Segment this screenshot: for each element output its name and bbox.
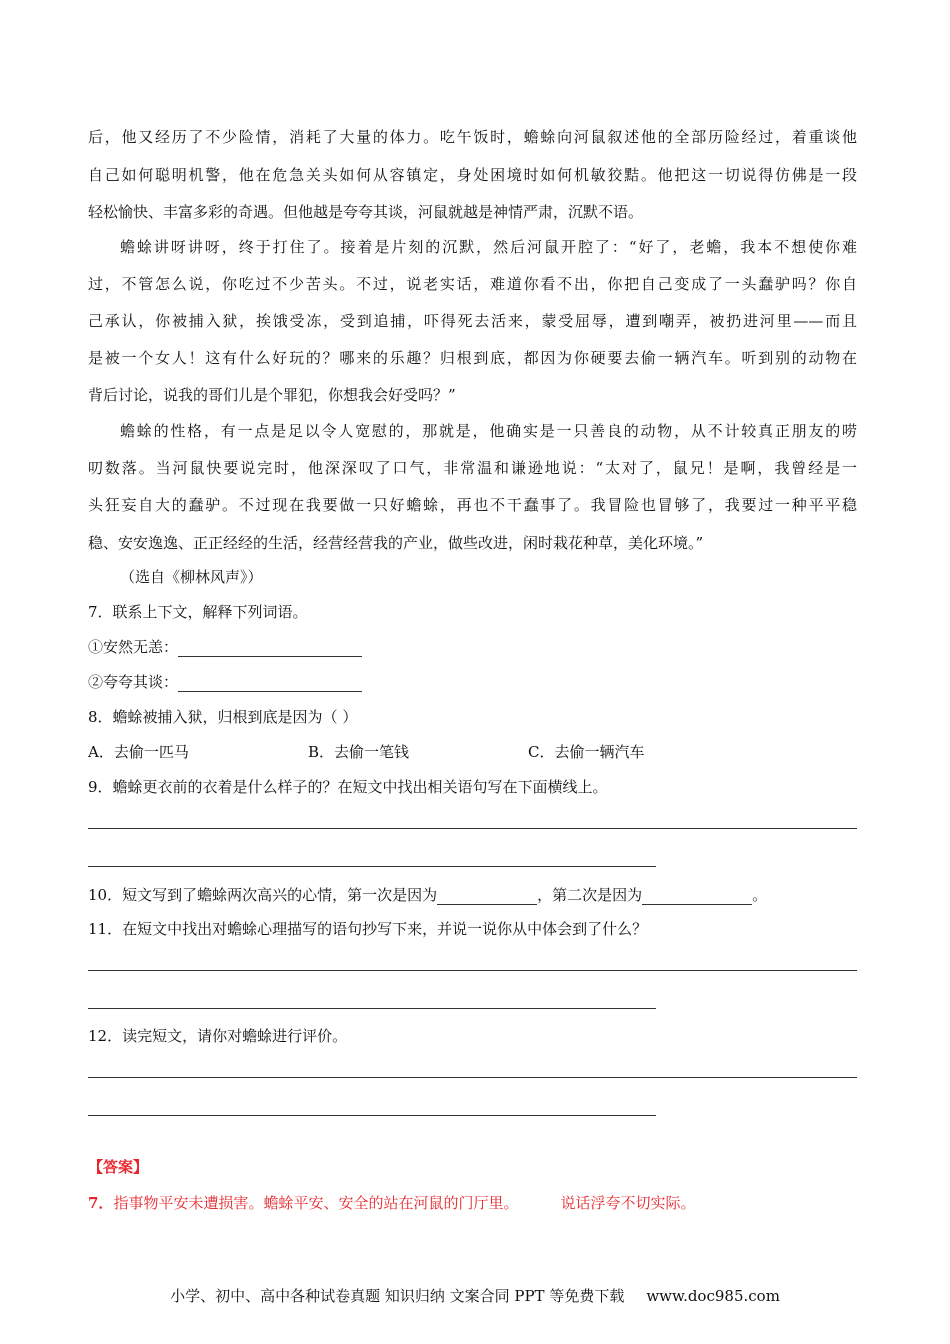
question-8: 8．蟾蜍被捕入狱，归根到底是因为（ ） [88, 708, 358, 726]
question-7-1 [88, 637, 362, 657]
passage-line: 蟾蜍的性格，有一点是足以令人宽慰的，那就是，他确实是一只善良的动物，从不计较真正朋友的唠 [120, 422, 857, 440]
question-text: ，第二次是因为 [537, 886, 643, 904]
passage-line: 头狂妄自大的蠢驴。不过现在我要做一只好蟾蜍，再也不干蠢事了。我冒险也冒够了，我要过一种平平稳 [88, 496, 857, 514]
passage-line: 背后讨论，说我的哥们儿是个罪犯，你想我会好受吗？” [88, 386, 456, 404]
passage-line: 叨数落。当河鼠快要说完时，他深深叹了口气，非常温和谦逊地说：“太对了，鼠兄！是啊，我曾经是一 [88, 459, 857, 477]
answer-line[interactable] [88, 1115, 656, 1116]
passage-line: 自己如何聪明机警，他在危急关头如何从容镇定，身处困境时如何机敏狡黠。他把这一切说得仿佛是一段 [88, 166, 857, 184]
passage-line: 蟾蜍讲呀讲呀，终于打住了。接着是片刻的沉默，然后河鼠开腔了：“好了，老蟾，我本不想使你难 [120, 238, 857, 256]
answer-line[interactable] [88, 828, 857, 829]
answer-blank[interactable] [178, 675, 362, 692]
passage-line: 己承认，你被捕入狱，挨饿受冻，受到追捕，吓得死去活来，蒙受屈辱，遭到嘲弄，被扔进河里——而且 [88, 312, 857, 330]
footer-url[interactable]: www.doc985.com [646, 1287, 780, 1305]
passage-line: 稳、安安逸逸、正正经经的生活，经营经营我的产业，做些改进，闲时栽花种草，美化环境。” [88, 534, 704, 552]
option-c[interactable]: C．去偷一辆汽车 [528, 743, 645, 761]
answer-heading: 【答案】 [88, 1158, 149, 1176]
answer-7 [88, 1193, 695, 1213]
answer-line[interactable] [88, 970, 857, 971]
answer-line[interactable] [88, 1077, 857, 1078]
answer-blank[interactable] [178, 640, 362, 657]
footer-text: 小学、初中、高中各种试卷真题 知识归纳 文案合同 PPT 等免费下载 [170, 1287, 625, 1305]
answer-text: 指事物平安未遭损害。蟾蜍平安、安全的站在河鼠的门厅里。 [113, 1194, 519, 1212]
question-text: 。 [752, 886, 768, 904]
answer-blank[interactable] [642, 888, 752, 905]
answer-number: 7． [88, 1194, 114, 1212]
answer-line[interactable] [88, 866, 656, 867]
option-a[interactable]: A．去偷一匹马 [88, 743, 189, 761]
passage-line: 后，他又经历了不少险情，消耗了大量的体力。吃午饭时，蟾蜍向河鼠叙述他的全部历险经过，着重谈他 [88, 128, 857, 146]
passage-line: 轻松愉快、丰富多彩的奇遇。但他越是夸夸其谈，河鼠就越是神情严肃，沉默不语。 [88, 203, 644, 221]
question-text: 10．短文写到了蟾蜍两次高兴的心情，第一次是因为 [88, 886, 438, 904]
answer-text: 说话浮夸不切实际。 [560, 1194, 696, 1212]
question-10 [88, 885, 767, 905]
answer-line[interactable] [88, 1008, 656, 1009]
passage-line: 是被一个女人！这有什么好玩的？哪来的乐趣？归根到底，都因为你硬要去偷一辆汽车。听到别的动物在 [88, 349, 857, 367]
question-11: 11．在短文中找出对蟾蜍心理描写的语句抄写下来，并说一说你从中体会到了什么？ [88, 920, 648, 938]
question-label: ①安然无恙： [88, 638, 179, 656]
question-label: ②夸夸其谈： [88, 673, 179, 691]
answer-blank[interactable] [437, 888, 537, 905]
question-9: 9．蟾蜍更衣前的衣着是什么样子的？在短文中找出相关语句写在下面横线上。 [88, 778, 608, 796]
option-b[interactable]: B．去偷一笔钱 [308, 743, 410, 761]
passage-line: 过，不管怎么说，你吃过不少苦头。不过，说老实话，难道你看不出，你把自己变成了一头蠢驴吗？你自 [88, 275, 857, 293]
question-7: 7．联系上下文，解释下列词语。 [88, 603, 308, 621]
passage-source: （选自《柳林风声》） [120, 568, 263, 586]
footer [0, 1285, 950, 1306]
question-12: 12．读完短文，请你对蟾蜍进行评价。 [88, 1027, 348, 1045]
question-7-2 [88, 672, 362, 692]
